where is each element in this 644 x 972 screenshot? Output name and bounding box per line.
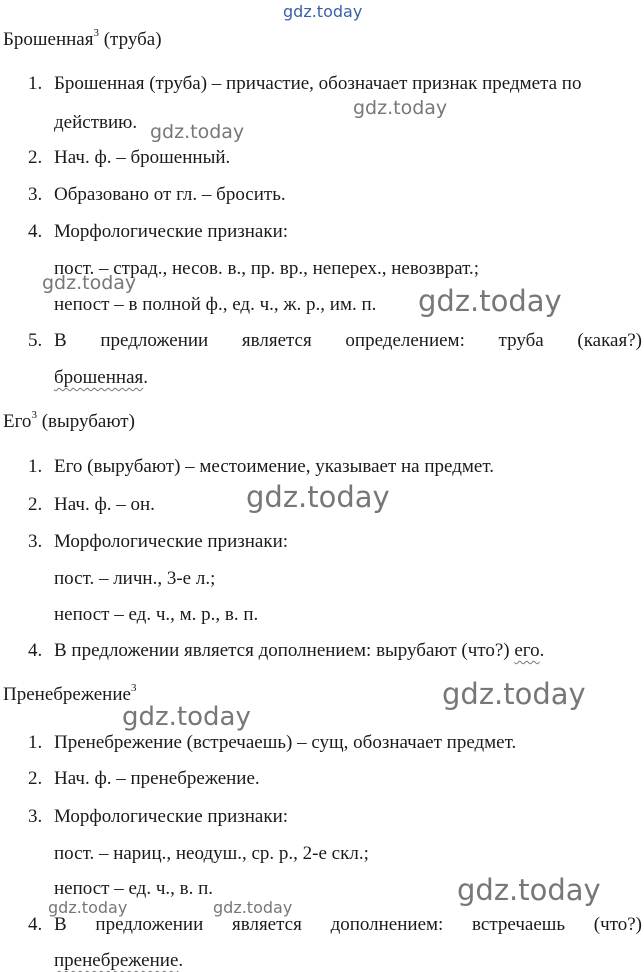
underlined-word: брошенная	[54, 367, 144, 388]
non-permanent-features: непост – ед. ч., м. р., в. п.	[54, 604, 259, 625]
heading-word: Пренебрежение	[3, 684, 131, 705]
watermark: gdz.today	[442, 677, 586, 711]
permanent-features: пост. – нариц., неодуш., ср. р., 2-е скл.;	[54, 843, 369, 864]
section-heading	[3, 29, 162, 51]
non-permanent-features: непост – в полной ф., ед. ч., ж. р., им. п.	[54, 294, 377, 315]
list-item: 3. Морфологические признаки:	[28, 806, 289, 827]
list-item: 3. Образовано от гл. – бросить.	[28, 184, 286, 205]
list-item: 2. Нач. ф. – он.	[28, 494, 155, 515]
list-item: 4. Морфологические признаки:	[28, 221, 289, 242]
heading-sup: 3	[31, 409, 37, 421]
list-item: 4. В предложении является дополнением: вырубают (что?) его.	[28, 640, 545, 661]
underlined-word: пренебрежение	[54, 950, 179, 971]
list-item: 1. Брошенная (труба) – причастие, обозначает признак предмета по	[28, 73, 582, 94]
list-item-continuation: брошенная.	[54, 367, 148, 388]
watermark: gdz.today	[122, 702, 251, 732]
heading-context: (вырубают)	[41, 411, 135, 432]
watermark: gdz.today	[246, 480, 390, 514]
watermark: gdz.today	[353, 97, 448, 119]
list-item: 3. Морфологические признаки:	[28, 531, 289, 552]
item-text: Нач. ф. – брошенный.	[54, 147, 231, 168]
list-item: 2. Нач. ф. – брошенный.	[28, 147, 231, 168]
item-text: В предложении является дополнением: вырубают (что?)	[54, 640, 510, 661]
list-item: 5. В предложении является определением: труба (какая?)	[28, 330, 642, 351]
heading-sup: 3	[130, 682, 137, 694]
list-item-continuation: действию.	[54, 112, 138, 133]
item-text: Нач. ф. – пренебрежение.	[54, 768, 260, 789]
item-text: Нач. ф. – он.	[54, 494, 155, 515]
watermark: gdz.today	[42, 272, 137, 294]
section-heading	[3, 411, 135, 433]
item-text: Образовано от гл. – бросить.	[54, 184, 286, 205]
list-item-continuation: пренебрежение.	[54, 950, 184, 971]
watermark: gdz.today	[48, 898, 128, 917]
section-heading	[3, 684, 136, 706]
heading-sup: 3	[93, 27, 99, 39]
heading-context: (труба)	[103, 29, 162, 50]
underlined-word: его	[514, 640, 540, 661]
watermark: gdz.today	[283, 2, 363, 21]
list-item: 1. Пренебрежение (встречаешь) – сущ, обозначает предмет.	[28, 732, 517, 753]
watermark: gdz.today	[418, 284, 562, 318]
item-text: Морфологические признаки:	[54, 531, 289, 552]
list-item: 4. В предложении является дополнением: встречаешь (что?)	[28, 914, 642, 935]
list-item: 1. Его (вырубают) – местоимение, указывает на предмет.	[28, 456, 494, 477]
heading-word: Брошенная	[3, 29, 94, 50]
watermark: gdz.today	[457, 873, 601, 907]
watermark: gdz.today	[150, 121, 245, 143]
item-text: Морфологические признаки:	[54, 221, 289, 242]
permanent-features: пост. – страд., несов. в., пр. вр., неперех., невозврат.;	[54, 258, 480, 279]
permanent-features: пост. – личн., 3-е л.;	[54, 568, 216, 589]
item-text: Пренебрежение (встречаешь) – сущ, обозначает предмет.	[54, 732, 517, 753]
non-permanent-features: непост – ед. ч., в. п.	[54, 878, 214, 899]
item-text: Брошенная (труба) – причастие, обозначает признак предмета по	[54, 73, 582, 94]
watermark: gdz.today	[213, 898, 293, 917]
item-text: Морфологические признаки:	[54, 806, 289, 827]
item-text: Его (вырубают) – местоимение, указывает на предмет.	[54, 456, 494, 477]
list-item: 2. Нач. ф. – пренебрежение.	[28, 768, 260, 789]
heading-word: Его	[3, 411, 32, 432]
